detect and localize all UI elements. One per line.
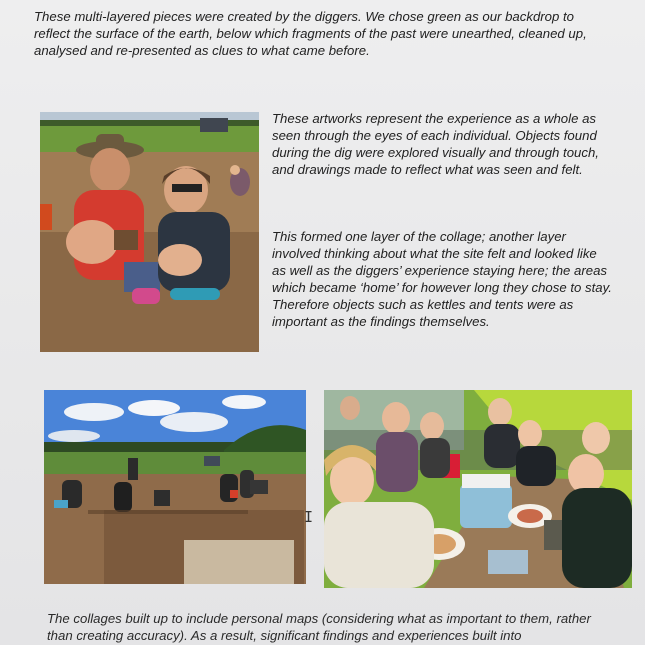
excavation-site-landscape-photo (44, 390, 306, 584)
two-diggers-holding-find-photo (40, 112, 259, 352)
intro-paragraph: These multi-layered pieces were created by the diggers. We chose green as our backdrop to reflect the surface of the earth, below which fragments of the past were unearthed, cleaned up, analysed and re-presented as clues to what came before. (34, 9, 587, 58)
collage-layer-paragraph: This formed one layer of the collage; another layer involved thinking about what the site felt and looked like as well as the diggers’ experience staying here; the areas which became ‘home’ for however long they chose to stay. Therefore objects such as kettles and tents were as important as the findings themselves. (272, 229, 612, 329)
outro-paragraph: The collages built up to include personal maps (considering what as important to them, rather than creating accuracy). As a result, significant findings and experiences built into (47, 611, 591, 643)
artworks-paragraph: These artworks represent the experience as a whole as seen through the eyes of each individual. Objects found during the dig were explored visually and through touch, and drawings made to reflect what was seen and felt. (272, 111, 599, 177)
group-meal-in-tent-photo (324, 390, 632, 588)
text-cursor-icon: I (304, 508, 314, 526)
